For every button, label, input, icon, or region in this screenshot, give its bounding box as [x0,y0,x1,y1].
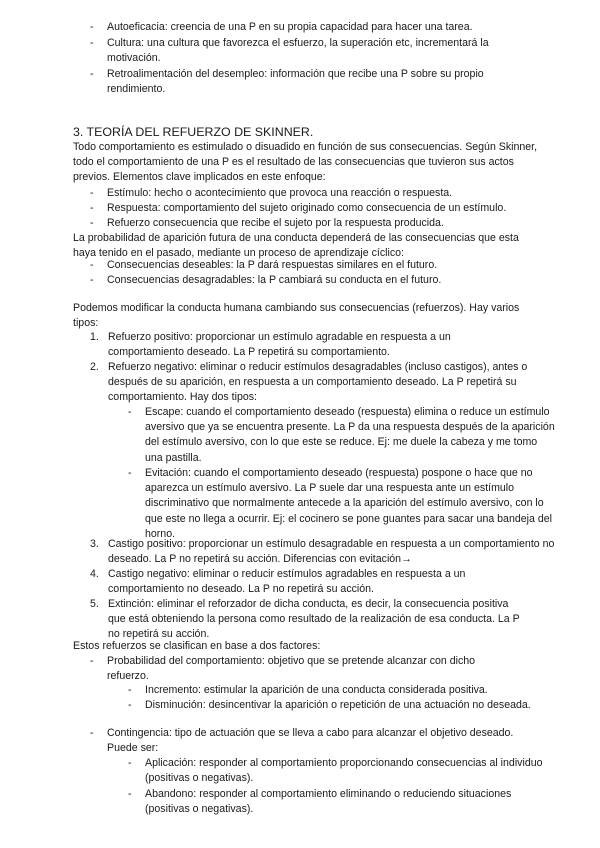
list-item [90,20,547,35]
list-marker: 2. [90,361,99,373]
list-item-text: Evitación: cuando el comportamiento deseado (respuesta) pospone o hace que no aparezca un estímulo aversivo. La P suele dar una respuesta ante un estímulo discriminativo que normalmente antecede a la aparición del estímulo aversivo, con lo que este no llega a ocurrir. Ej: el cocinero se pone guantes para sacar una bandeja del horno. [145,467,552,540]
list-marker: - [128,757,132,769]
list-marker: 3. [90,538,99,550]
list-item [90,567,538,597]
list-item [128,683,565,698]
list-item [90,597,528,643]
list-item [90,201,557,216]
list-item-text: Cultura: una cultura que favorezca el esfuerzo, la superación etc, incrementará la motivación. [107,37,489,65]
list-item [90,67,527,97]
list-item [90,36,537,66]
list-marker: - [128,406,132,418]
intro-paragraph [73,140,543,186]
list-marker: - [90,37,94,49]
list-item-text: Escape: cuando el comportamiento deseado (respuesta) elimina o reduce un estímulo aversivo que ya se encuentra presente. La P da una respuesta después de la aparición del estímulo aversivo, con lo que este se reduce. Ej: me duele la cabeza y me tomo una pastilla. [145,406,555,464]
list-item [90,654,517,684]
list-item-text: Refuerzo consecuencia que recibe el sujeto por la respuesta producida. [107,217,444,229]
list-item-text: Castigo positivo: proporcionar un estímulo desagradable en respuesta a un comportamiento no deseado. La P no repetirá su acción. Diferencias con evitación→ [108,538,555,566]
list-item-text: Respuesta: comportamiento del sujeto originado como consecuencia de un estímulo. [107,202,507,214]
list-item [128,787,545,817]
list-marker: - [128,684,132,696]
list-marker: 1. [90,331,99,343]
list-item-text: Probabilidad del comportamiento: objetivo que se pretende alcanzar con dicho refuerzo. [107,655,476,683]
list-marker: - [90,187,94,199]
list-item-text: Retroalimentación del desempleo: información que recibe una P sobre su propio rendimiento. [107,68,484,96]
list-item [128,405,555,466]
list-item [90,537,568,567]
classify-paragraph [73,639,543,654]
list-marker: - [90,274,94,286]
list-item-text: Contingencia: tipo de actuación que se lleva a cabo para alcanzar el objetivo deseado. Puede ser: [107,727,514,755]
list-marker: - [90,68,94,80]
list-marker: - [128,788,132,800]
classify-text: Estos refuerzos se clasifican en base a dos factores: [73,640,321,652]
list-marker: 4. [90,568,99,580]
list-item-text: Incremento: estimular la aparición de una conducta considerada positiva. [145,684,488,696]
list-marker: - [90,259,94,271]
list-marker: - [90,202,94,214]
list-item [90,216,547,231]
list-item-text: Abandono: responder al comportamiento eliminando o reduciendo situaciones (positivas o negativas). [145,788,512,816]
list-item-text: Estímulo: hecho o acontecimiento que provoca una reacción o respuesta. [107,187,453,199]
probability-text: La probabilidad de aparición futura de una conducta dependerá de las consecuencias que esta haya tenido en el pasado, mediante un proceso de aprendizaje cíclico: [73,232,519,260]
list-item [90,330,518,360]
list-marker: - [128,467,132,479]
list-item [90,726,527,756]
list-marker: - [90,655,94,667]
list-item-text: Castigo negativo: eliminar o reducir estímulos agradables en respuesta a un comportamiento no deseado. La P no repetirá su acción. [108,568,466,596]
list-item [128,466,555,542]
list-item [90,273,547,288]
list-item-text: Autoeficacia: creencia de una P en su propia capacidad para hacer una tarea. [107,21,473,33]
list-item-text: Consecuencias deseables: la P dará respuestas similares en el futuro. [107,259,438,271]
list-marker: 5. [90,598,99,610]
list-item-text: Refuerzo positivo: proporcionar un estímulo agradable en respuesta a un comportamiento deseado. La P repetirá su comportamiento. [108,331,451,359]
list-item [128,698,545,713]
list-marker: - [90,21,94,33]
intro-text: Todo comportamiento es estimulado o disuadido en función de sus consecuencias. Según Skinner, todo el comportamiento de una P es el resultado de las consecuencias que tuvieron sus actos previos. Elementos clave implicados en este enfoque: [73,141,538,184]
modify-text: Podemos modificar la conducta humana cambiando sus consecuencias (refuerzos). Hay varios tipos: [73,302,520,330]
section-heading: 3. TEORÍA DEL REFUERZO DE SKINNER. [73,125,314,139]
list-marker: - [128,699,132,711]
list-marker: - [90,217,94,229]
list-item [90,258,547,273]
list-item [128,756,545,786]
list-item-text: Consecuencias desagradables: la P cambiará su conducta en el futuro. [107,274,442,286]
list-marker: - [90,727,94,739]
list-item-text: Refuerzo negativo: eliminar o reducir estímulos desagradables (incluso castigos), antes o después de su aparición, en respuesta a un comportamiento deseado. La P repetirá su comportamiento. Hay dos tipos: [108,361,528,404]
modify-paragraph [73,301,543,331]
list-item-text: Disminución: desincentivar la aparición o repetición de una actuación no deseada. [145,699,531,711]
list-item [90,360,548,406]
list-item-text: Extinción: eliminar el reforzador de dicha conducta, es decir, la consecuencia positiva que está obteniendo la persona como resultado de la realización de esa conducta. La P no repetirá su acción. [108,598,520,641]
probability-paragraph [73,231,543,261]
list-item-text: Aplicación: responder al comportamiento proporcionando consecuencias al individuo (positivas o negativas). [145,757,543,785]
list-item [90,186,547,201]
